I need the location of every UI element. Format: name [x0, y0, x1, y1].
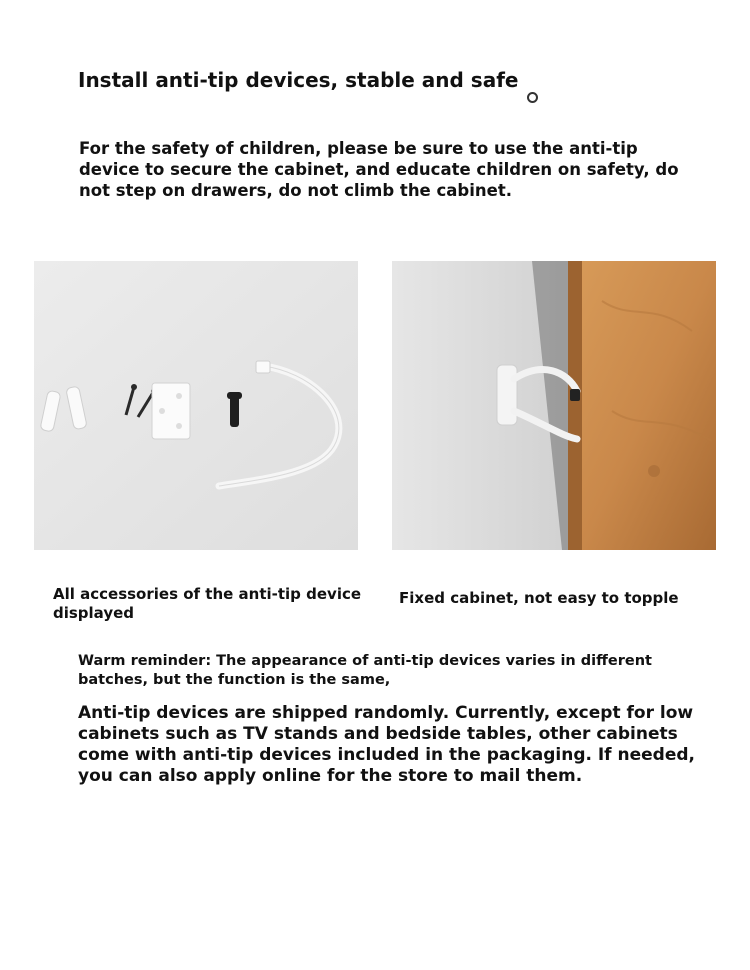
page-title: Install anti-tip devices, stable and safe [78, 68, 519, 92]
accessories-illustration [34, 261, 358, 550]
circle-icon [527, 92, 538, 103]
shipping-note: Anti-tip devices are shipped randomly. Currently, except for low cabinets such as TV stands and bedside tables, other cabinets come with anti-tip devices included in the packaging. If needed, you can also apply online for the store to mail them. [78, 703, 695, 786]
installed-caption: Fixed cabinet, not easy to topple [399, 589, 679, 607]
installed-illustration [392, 261, 716, 550]
installed-photo [392, 261, 716, 550]
accessories-caption: All accessories of the anti-tip device displayed [53, 585, 362, 622]
intro-paragraph: For the safety of children, please be sure to use the anti-tip device to secure the cabinet, and educate children on safety, do not step on drawers, do not climb the cabinet. [79, 139, 679, 200]
warm-reminder: Warm reminder: The appearance of anti-tip devices varies in different batches, but the function is the same, [78, 653, 652, 688]
bracket-icon [152, 383, 190, 439]
accessories-photo [34, 261, 358, 550]
